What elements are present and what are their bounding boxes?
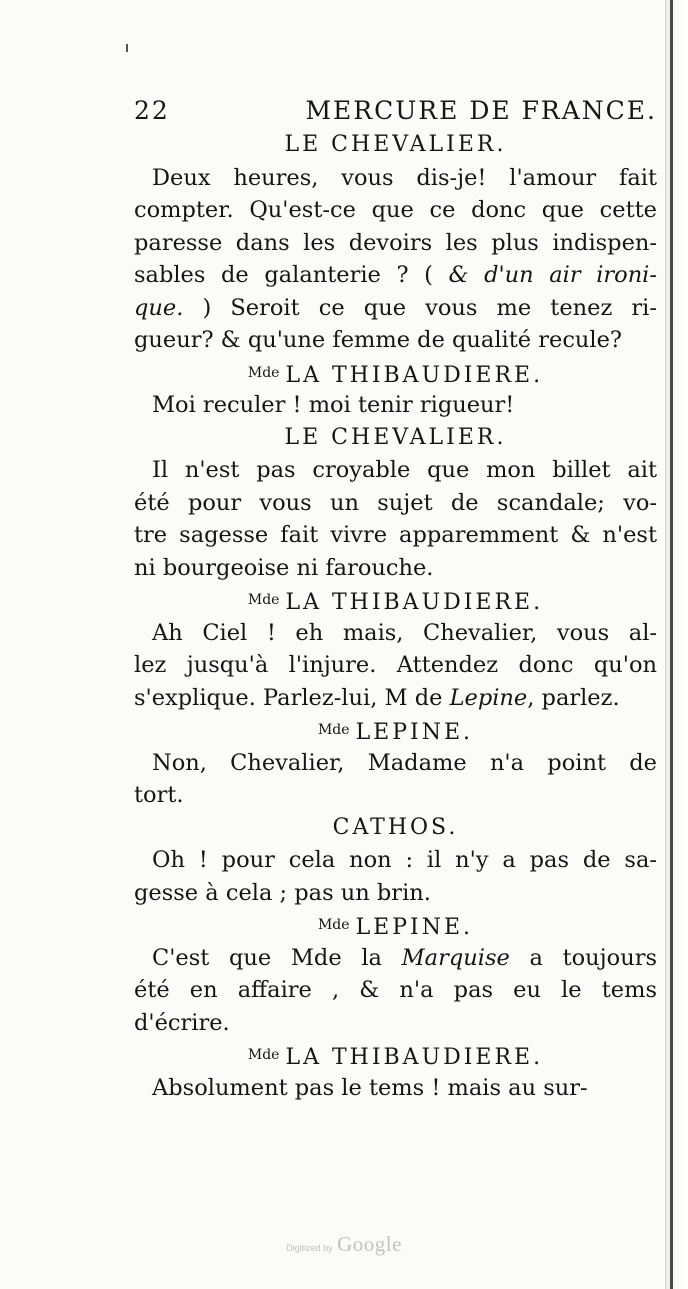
text-segment: s'explique. Parlez-lui, M de [134, 684, 450, 711]
text-line [134, 259, 657, 292]
google-logo: Google [337, 1232, 402, 1256]
italic-segment: que. [134, 294, 184, 321]
speaker-title: Mde [247, 1047, 280, 1063]
text-segment: Moi reculer ! moi tenir rigueur! [152, 392, 515, 418]
text-line [134, 844, 657, 877]
text-line [134, 292, 657, 325]
text-line [134, 162, 657, 195]
text-line [134, 194, 657, 227]
page-text [134, 95, 657, 1104]
speaker-name: LE CHEVALIER. [284, 424, 507, 450]
speaker-title: Mde [247, 592, 280, 608]
text-line [134, 519, 657, 552]
text-segment: été pour vous un sujet de scandale; vo- [134, 489, 657, 516]
speaker-heading [134, 129, 657, 162]
text-segment: ni bourgeoise ni farouche. [134, 554, 434, 581]
text-line [134, 389, 657, 422]
text-segment: compter. Qu'est-ce que ce donc que cette [134, 197, 657, 223]
binding-shadow-line [670, 0, 673, 1289]
italic-segment: Marquise [401, 944, 510, 971]
speaker-name: LA THIBAUDIERE. [285, 362, 544, 388]
speaker-title: Mde [317, 917, 350, 933]
speaker-heading [134, 584, 657, 617]
text-line [134, 227, 657, 260]
watermark-prefix: Digitized by [286, 1243, 333, 1253]
next-page-edge [665, 0, 688, 1289]
speaker-name: CATHOS. [332, 814, 459, 840]
speaker-heading [134, 422, 657, 455]
page-number: 22 [134, 96, 170, 125]
text-segment: ) Seroit ce que vous me tenez ri- [183, 294, 657, 321]
text-segment: a toujours [509, 944, 657, 971]
text-line [134, 1072, 657, 1105]
italic-segment: & d'un air ironi- [448, 262, 657, 288]
text-segment: Il n'est pas croyable que mon billet ait [152, 457, 657, 483]
text-segment: , parlez. [527, 684, 620, 711]
text-segment: Deux heures, vous dis-je! l'amour fait [152, 164, 657, 191]
text-segment: tre sagesse fait vivre apparemment & n'est [134, 522, 657, 548]
speaker-heading [134, 357, 657, 390]
text-segment: lez jusqu'à l'injure. Attendez donc qu'on [134, 652, 657, 678]
dialogue [134, 129, 657, 1104]
italic-segment: Lepine [449, 684, 528, 711]
text-line [134, 324, 657, 357]
text-segment: Ah Ciel ! eh mais, Chevalier, vous al- [152, 619, 657, 646]
speaker-heading [134, 714, 657, 747]
text-line [134, 779, 657, 812]
text-line [134, 487, 657, 520]
speaker-heading [134, 1039, 657, 1072]
text-segment: Oh ! pour cela non : il n'y a pas de sa- [152, 847, 657, 873]
text-segment: Non, Chevalier, Madame n'a point de [152, 749, 657, 776]
text-segment: paresse dans les devoirs les plus indispen- [134, 229, 657, 256]
text-line [134, 942, 657, 975]
text-line [134, 877, 657, 910]
text-segment: tort. [134, 782, 184, 808]
text-segment: gesse à cela ; pas un brin. [134, 879, 431, 906]
running-head [134, 95, 657, 129]
speaker-name: LA THIBAUDIERE. [285, 1045, 544, 1070]
speaker-title: Mde [247, 364, 280, 381]
text-line [134, 682, 657, 715]
text-line [134, 747, 657, 780]
speaker-name: LE CHEVALIER. [284, 132, 507, 157]
text-line [134, 649, 657, 682]
text-line [134, 1007, 657, 1040]
text-line [134, 454, 657, 487]
text-segment: Absolument pas le tems ! mais au sur- [152, 1074, 588, 1101]
text-line [134, 617, 657, 650]
text-segment: sables de galanterie ? ( [134, 262, 449, 288]
speaker-title: Mde [317, 722, 350, 738]
speaker-name: LEPINE. [355, 720, 474, 745]
text-segment: C'est que Mde la [152, 944, 402, 971]
digitized-watermark [0, 1232, 688, 1257]
text-line [134, 974, 657, 1007]
text-segment: gueur? & qu'une femme de qualité recule? [134, 327, 622, 353]
text-segment: été en affaire , & n'a pas eu le tems [134, 977, 657, 1003]
speaker-name: LA THIBAUDIERE. [285, 590, 544, 615]
speaker-heading [134, 909, 657, 942]
speaker-heading [134, 812, 657, 845]
speaker-name: LEPINE. [355, 915, 474, 940]
stray-ink-mark [126, 44, 128, 52]
running-title: MERCURE DE FRANCE. [305, 96, 657, 125]
text-segment: d'écrire. [134, 1009, 230, 1036]
text-line [134, 552, 657, 585]
